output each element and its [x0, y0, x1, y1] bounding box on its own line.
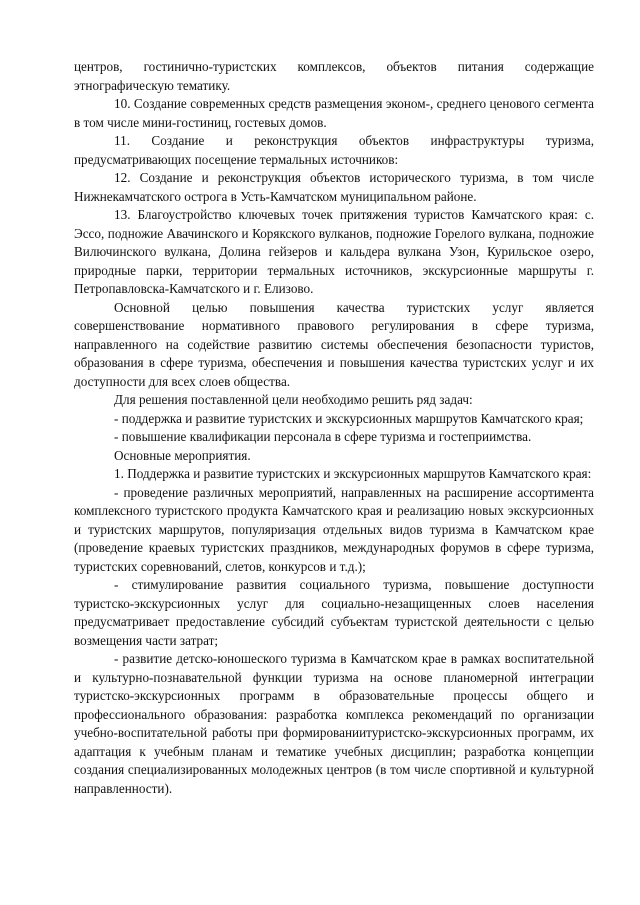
paragraph-task-2: - повышение квалификации персонала в сфере туризма и гостеприимства.	[114, 429, 532, 444]
paragraph-main-goal: Основной целью повышения качества туристских услуг является совершенствование нормативного правового регулирования в сфере туризма, направленного на содействие развитию системы обеспечения безопасности туристов, образования в сфере туризма, обеспечения и повышения качества туристских услуг и их доступности для всех слоев общества.	[74, 299, 594, 389]
paragraph-task-1: - поддержка и развитие туристских и экскурсионных маршрутов Камчатского края;	[114, 410, 584, 426]
paragraph-tasks-intro: Для решения поставленной цели необходимо решить ряд задач:	[114, 392, 473, 407]
paragraph-activity-1-youth: - развитие детско-юношеского туризма в Камчатском крае в рамках воспитательной и культурно-познавательной функции туризма на основе планомерной интеграции туристско-экскурсионных программ в образовательные процессы общего и профессионального образования: разработка комплекса рекомендаций по организации учебно-воспитательной работы при формированиитуристско-экскурсионных программ, их адаптация к учебным планам и тематике учебных дисциплин; разработка концепции создания специализированных молодежных центров (в том числе спортивной и культурной направленности).	[74, 651, 594, 796]
document-page	[74, 58, 594, 798]
paragraph-item-11: 11. Создание и реконструкция объектов инфраструктуры туризма, предусматривающих посещение термальных источников:	[74, 133, 594, 167]
paragraph-activity-1-social: - стимулирование развития социального туризма, повышение доступности туристско-экскурсионных услуг для социально-незащищенных слоев населения предусматривает предоставление субсидий субъектам туристской деятельности с целью возмещения части затрат;	[74, 577, 594, 648]
paragraph-main-activities: Основные мероприятия.	[114, 447, 251, 463]
paragraph-item-10: 10. Создание современных средств размещения эконом-, среднего ценового сегмента в том числе мини-гостиниц, гостевых домов.	[74, 96, 594, 130]
paragraph-item-12: 12. Создание и реконструкция объектов исторического туризма, в том числе Нижнекамчатского острога в Усть-Камчатском муниципальном районе.	[74, 170, 594, 204]
paragraph-item-13: 13. Благоустройство ключевых точек притяжения туристов Камчатского края: с. Эссо, подножие Авачинского и Корякского вулканов, подножие Горелого вулкана, подножие Вилючинского вулкана, Долина гейзеров и кальдера вулкана Узон, Курильское озеро, природные парки, территории термальных источников, экскурсионные маршруты г. Петропавловска-Камчатского и г. Елизово.	[74, 207, 594, 296]
paragraph-activity-1-events: - проведение различных мероприятий, направленных на расширение ассортимента комплексного туристского продукта Камчатского края и реализацию новых экскурсионных и туристских маршрутов, популяризация отдельных видов туризма в Камчатском крае (проведение краевых туристских праздников, международных форумов в сфере туризма, туристских соревнований, слетов, конкурсов и т.д.);	[74, 484, 594, 574]
paragraph-1: центров, гостинично-туристских комплексов, объектов питания содержащие этнографическую тематику.	[74, 59, 594, 93]
paragraph-activity-1: 1. Поддержка и развитие туристских и экскурсионных маршрутов Камчатского края:	[114, 466, 592, 481]
